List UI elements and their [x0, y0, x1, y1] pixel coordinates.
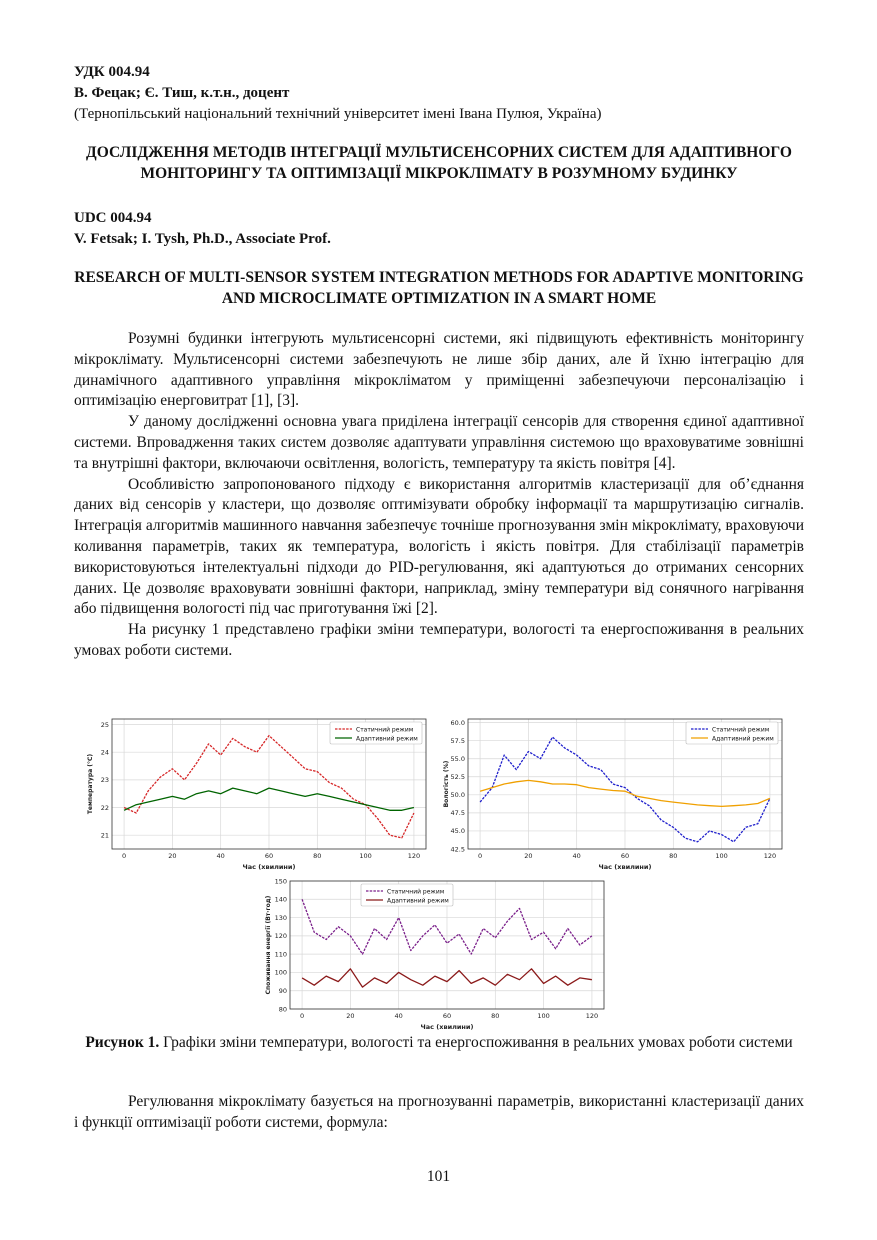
y-tick-label: 120 — [274, 932, 287, 941]
legend-label: Адаптивний режим — [356, 735, 418, 743]
y-axis-label: Вологість (%) — [443, 760, 450, 808]
article-body — [74, 62, 804, 662]
energy-chart-svg — [262, 875, 612, 1033]
humidity-chart-svg — [440, 713, 790, 873]
y-tick-label: 45.0 — [450, 827, 465, 836]
x-tick-label: 100 — [715, 852, 728, 860]
y-tick-label: 80 — [278, 1005, 287, 1014]
paragraph: У даному дослідженні основна увага приділена інтеграції сенсорів для створення єдиної адаптивної системи. Впровадження таких систем дозволяє адаптувати управління системою що враховуватиме зовнішні та внутрішні фактори, включаючи освітлення, вологість, температуру та якість повітря [4]. — [74, 413, 804, 472]
y-tick-label: 23 — [100, 776, 109, 785]
x-tick-label: 120 — [763, 852, 777, 860]
x-tick-label: 40 — [394, 1012, 403, 1020]
udc-uk: УДК 004.94 — [74, 64, 150, 80]
x-tick-label: 120 — [585, 1012, 599, 1020]
x-tick-label: 80 — [313, 852, 322, 860]
y-tick-label: 110 — [274, 950, 287, 959]
paragraph: На рисунку 1 представлено графіки зміни температури, вологості та енергоспоживання в реальних умовах роботи системи. — [74, 621, 804, 659]
x-tick-label: 40 — [572, 852, 581, 860]
temperature-chart-svg — [84, 713, 434, 873]
y-tick-label: 25 — [100, 720, 109, 729]
x-tick-label: 20 — [168, 852, 177, 860]
paragraph: Розумні будинки інтегрують мультисенсорні системи, які підвищують ефективність моніторингу мікроклімату. Мультисенсорні системи забезпечують не лише збір даних, але й їхню інтеграцію для динамічного адаптивного управління мікрокліматом у приміщенні забезпечуючи персоналізацію і оптимізацію енерговитрат [1], [3]. — [74, 330, 804, 410]
x-tick-label: 60 — [620, 852, 630, 860]
legend-label: Статичний режим — [712, 726, 770, 734]
y-tick-label: 50.0 — [450, 791, 465, 800]
legend-label: Статичний режим — [356, 726, 414, 734]
title-en: RESEARCH OF MULTI-SENSOR SYSTEM INTEGRATION METHODS FOR ADAPTIVE MONITORING AND MICROCLIMATE OPTIMIZATION IN A SMART HOME — [74, 269, 804, 307]
y-tick-label: 57.5 — [450, 736, 465, 745]
y-tick-label: 47.5 — [450, 809, 465, 818]
x-axis-label: Час (хвилини) — [242, 863, 296, 871]
legend-label: Адаптивний режим — [712, 735, 774, 743]
x-tick-label: 80 — [669, 852, 678, 860]
y-tick-label: 100 — [274, 968, 287, 977]
y-tick-label: 140 — [274, 895, 287, 904]
x-tick-label: 100 — [359, 852, 372, 860]
y-tick-label: 52.5 — [450, 773, 465, 782]
y-tick-label: 24 — [100, 748, 109, 757]
x-tick-label: 0 — [122, 852, 127, 860]
x-axis-label: Час (хвилини) — [420, 1023, 474, 1031]
y-axis-label: Споживання енергії (Вт·год) — [265, 895, 272, 995]
x-tick-label: 60 — [442, 1012, 452, 1020]
y-tick-label: 90 — [278, 987, 287, 996]
page-number: 101 — [426, 1168, 451, 1185]
x-tick-label: 0 — [478, 852, 483, 860]
body-paragraphs — [74, 329, 804, 662]
y-tick-label: 130 — [274, 913, 287, 922]
paragraph: Особливістю запропонованого підходу є використання алгоритмів кластеризації для об’єднання даних від сенсорів у кластери, що дозволяє оптимізувати обробку інформації та маршрутизацію сигналів. Інтеграція алгоритмів машинного навчання забезпечує точніше прогнозування змін мікроклімату, враховуючи коливання параметрів, таких як температура, вологість і якість повітря. Для стабілізації параметрів використовуються інтелектуальні підходи до PID-регулювання, які адаптуються до отриманих сенсорних даних. Це дозволяє враховувати зовнішні фактори, наприклад, зміну температури від сонячного нагрівання або підвищення вологості під час приготування їжі [2]. — [74, 475, 804, 618]
y-tick-label: 55.0 — [450, 755, 465, 764]
y-tick-label: 150 — [274, 877, 287, 886]
y-tick-label: 21 — [100, 831, 109, 840]
caption-text: Графіки зміни температури, вологості та енергоспоживання в реальних умовах роботи системи — [159, 1034, 793, 1051]
legend-label: Статичний режим — [387, 888, 445, 896]
title-uk: ДОСЛІДЖЕННЯ МЕТОДІВ ІНТЕГРАЦІЇ МУЛЬТИСЕНСОРНИХ СИСТЕМ ДЛЯ АДАПТИВНОГО МОНІТОРИНГУ ТА ОПТИМІЗАЦІЇ МІКРОКЛІМАТУ В РОЗУМНОМУ БУДИНКУ — [86, 144, 792, 182]
humidity-chart — [440, 713, 790, 873]
x-tick-label: 80 — [491, 1012, 500, 1020]
paragraph: Регулювання мікроклімату базується на прогнозуванні параметрів, використанні кластеризації даних і функції оптимізації роботи системи, формула: — [74, 1093, 804, 1131]
caption-label: Рисунок 1. — [85, 1034, 160, 1051]
authors-uk: В. Фецак; Є. Тиш, к.т.н., доцент — [74, 85, 290, 101]
affiliation: (Тернопільський національний технічний університет імені Івана Пулюя, Україна) — [74, 106, 602, 122]
temperature-chart — [84, 713, 434, 873]
x-tick-label: 20 — [346, 1012, 355, 1020]
after-figure-text — [74, 1092, 804, 1134]
y-axis-label: Температура (°C) — [87, 753, 94, 815]
x-tick-label: 120 — [407, 852, 421, 860]
authors-en: V. Fetsak; I. Tysh, Ph.D., Associate Prof. — [74, 231, 331, 247]
x-tick-label: 20 — [524, 852, 533, 860]
x-tick-label: 100 — [537, 1012, 550, 1020]
x-tick-label: 0 — [300, 1012, 305, 1020]
y-tick-label: 60.0 — [450, 718, 465, 727]
figure-caption — [74, 1033, 804, 1053]
y-tick-label: 42.5 — [450, 845, 465, 854]
legend-label: Адаптивний режим — [387, 897, 449, 905]
x-axis-label: Час (хвилини) — [598, 863, 652, 871]
x-tick-label: 60 — [264, 852, 274, 860]
y-tick-label: 22 — [100, 803, 109, 812]
udc-en: UDC 004.94 — [74, 210, 152, 226]
energy-chart — [262, 875, 612, 1033]
x-tick-label: 40 — [216, 852, 225, 860]
